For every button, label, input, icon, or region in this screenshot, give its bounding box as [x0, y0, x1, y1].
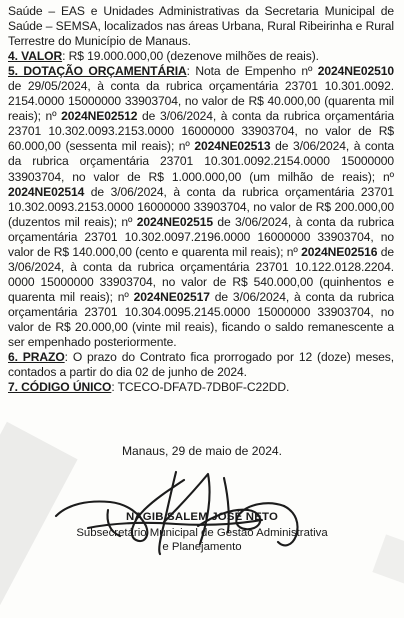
empenho-number: 2024NE02517 — [133, 289, 210, 304]
empenho-text: de 3/06/2024, à conta da rubrica orçamentária 23701 10.122.0128.2204. 0000 15000000 33903704, no valor de R$ 540.000,00 (quinhentos e quarenta mil reais); nº — [8, 244, 394, 304]
empenho-text: de 3/06/2024, à conta da rubrica orçamentária 23701 10.302.0097.2196.0000 16000000 33903704, no valor de R$ 140.000,00 (cento e quarenta mil reais); nº — [8, 214, 394, 259]
section-prazo — [8, 350, 394, 380]
section-codigo-label: 7. CÓDIGO ÚNICO — [8, 380, 112, 395]
empenho-number: 2024NE02510 — [317, 64, 394, 79]
empenho-text: de 3/06/2024, à conta da rubrica orçamentária 23701 10.301.0092.2154.0000 15000000 33903704, no valor de R$ 1.000.000,00 (um milhão de reais); nº — [8, 139, 394, 184]
signer-name: NAGIB SALEM JOSÉ NETO — [125, 511, 279, 523]
empenho-text: de 3/06/2024, à conta da rubrica orçamentária 23701 10.302.0093.2153.0000 16000000 33903704, no valor de R$ 200.000,00 (duzentos mil reais); nº — [8, 184, 394, 229]
section-dotacao — [8, 64, 394, 350]
empenho-number: 2024NE02512 — [61, 109, 138, 124]
empenho-number: 2024NE02515 — [136, 214, 213, 229]
section-dotacao-label: 5. DOTAÇÃO ORÇAMENTÁRIA — [8, 64, 187, 79]
section-prazo-text: : O prazo do Contrato fica prorrogado por 12 (doze) meses, contados a partir do dia 02 de junho de 2024. — [8, 350, 394, 380]
empenho-number: 2024NE02513 — [194, 139, 271, 154]
date-line: Manaus, 29 de maio de 2024. — [121, 444, 283, 458]
empenho-text: de 3/06/2024, à conta da rubrica orçamentária 23701 10.302.0093.2153.0000 16000000 33903704, no valor de R$ 60.000,00 (sessenta mil reais); nº — [8, 109, 394, 154]
section-valor — [8, 49, 394, 64]
section-dotacao-intro: : Nota de Empenho nº — [186, 64, 318, 79]
signer-role-line2: e Planejamento — [162, 541, 242, 553]
signer-role-line1: Subsecretário Municipal de Gestão Administrativa — [76, 527, 328, 539]
empenho-number: 2024NE02514 — [8, 184, 85, 199]
section-codigo-text: : TCECO-DFA7D-7DB0F-C22DD. — [111, 380, 290, 395]
empenho-text: de 3/06/2024, à conta da rubrica orçamentária 23701 10.304.0095.2145.0000 15000000 33903704, no valor de R$ 20.000,00 (vinte mil reais), ficando o saldo remanescente a ser empenhado posteriormente. — [8, 289, 394, 350]
document-body — [8, 4, 394, 395]
section-valor-text: : R$ 19.000.000,00 (dezenove milhões de reais). — [62, 49, 319, 64]
section-valor-label: 4. VALOR — [8, 49, 63, 64]
section-codigo — [8, 380, 394, 395]
signer-role — [0, 526, 404, 554]
intro-paragraph: Saúde – EAS e Unidades Administrativas da Secretaria Municipal de Saúde – SEMSA, localizados nas áreas Urbana, Rural Ribeirinha e Rural Terrestre do Município de Manaus. — [8, 4, 394, 49]
empenho-number: 2024NE02516 — [301, 244, 378, 259]
empenho-text: de 29/05/2024, à conta da rubrica orçamentária 23701 10.301.0092. 2154.0000 15000000 33903704, no valor de R$ 40.000,00 (quarenta mil reais); nº — [8, 79, 394, 124]
section-prazo-label: 6. PRAZO — [8, 350, 65, 365]
